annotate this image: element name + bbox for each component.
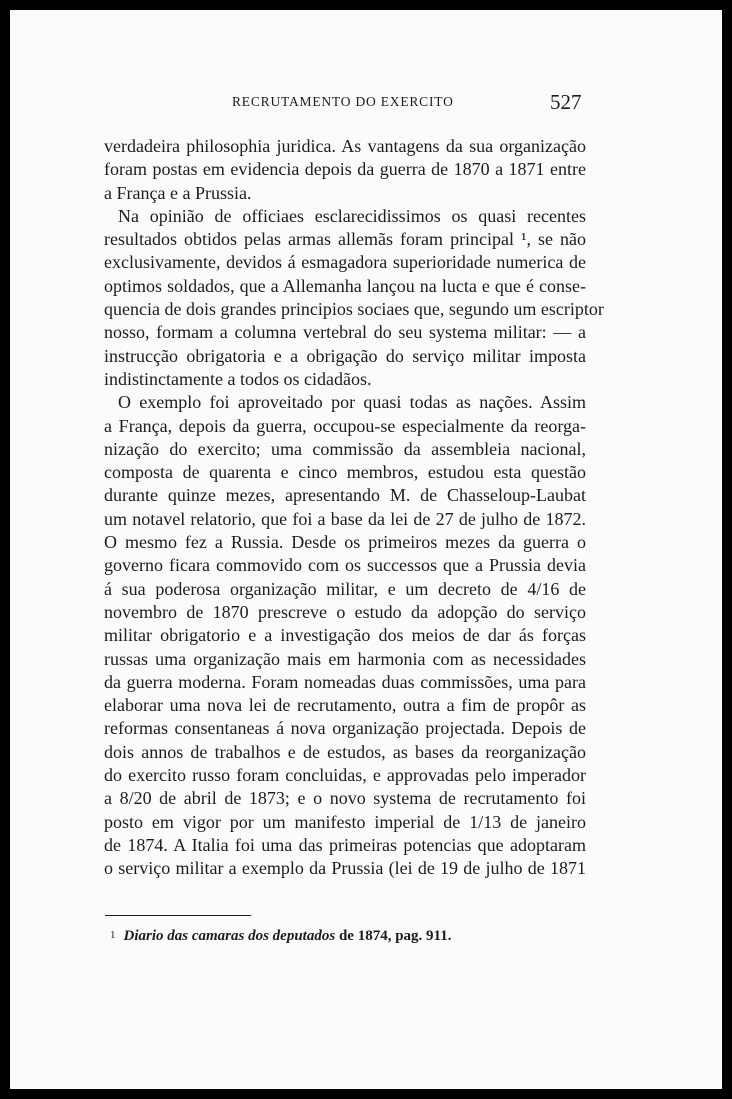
text-line: foram postas em evidencia depois da guerra de 1870 a 1871 entre [104,159,586,180]
text-line: verdadeira philosophia juridica. As vantagens da sua organização [104,136,586,156]
text-line: novembro de 1870 prescreve o estudo da adopção do serviço [104,601,586,622]
running-header [10,90,722,114]
text-line: indistinctamente a todos os cidadãos. [104,368,372,389]
text-line: elaborar uma nova lei de recrutamento, outra a fim de propôr as [104,695,586,716]
text-line: reformas consentaneas á nova organização projectada. Depois de [104,718,586,739]
text-line: militar obrigatorio e a investigação dos meios de dar ás forças [104,625,586,646]
page-number: 527 [550,90,582,114]
text-line: russas uma organização mais em harmonia com as necessidades [104,648,586,669]
text-line: a 8/20 de abril de 1873; e o novo systema de recrutamento foi [104,788,586,809]
text-line: quencia de dois grandes principios sociaes que, segundo um escriptor [104,299,604,320]
text-line: nosso, formam a columna vertebral do seu systema militar: — a [104,322,586,343]
paragraph [104,135,586,205]
running-title: RECRUTAMENTO DO EXERCITO [232,94,454,109]
text-line: exclusivamente, devidos á esmagadora superioridade numerica de [104,252,586,273]
text-line: a França, depois da guerra, occupou-se especialmente da reorga- [104,415,586,436]
text-line: resultados obtidos pelas armas allemãs foram principal ¹, se não [104,229,586,250]
text-line: O mesmo fez a Russia. Desde os primeiros mezes da guerra o [104,532,586,553]
text-line: do exercito russo foram concluidas, e approvadas pelo imperador [104,765,586,786]
footnote-reference: de 1874, pag. 911. [338,928,452,944]
paragraph [104,391,586,880]
footnote-marker: 1 [110,929,116,941]
paragraph [104,205,604,391]
text-line: dois annos de trabalhos e de estudos, as bases da reorganização [104,741,586,762]
text-line: O exemplo foi aproveitado por quasi todas as nações. Assim [118,392,586,413]
text-line: optimos soldados, que a Allemanha lançou na lucta e que é conse- [104,275,586,296]
text-line: instrucção obrigatoria e a obrigação do serviço militar imposta [104,345,586,366]
text-line: um notavel relatorio, que foi a base da lei de 27 de julho de 1872. [104,508,586,529]
text-line: de 1874. A Italia foi uma das primeiras potencias que adoptaram [104,834,586,855]
text-line: Na opinião de officiaes esclarecidissimos os quasi recentes [118,205,586,226]
text-line: durante quinze mezes, apresentando M. de Chasseloup-Laubat [104,485,586,506]
footnote [110,928,451,945]
footnote-rule [105,915,251,916]
text-line: governo ficara commovido com os successos que a Prussia devia [104,555,586,576]
footnote-work-title: Diario das camaras dos deputados [123,928,336,944]
text-line: o serviço militar a exemplo da Prussia (lei de 19 de julho de 1871 [104,858,586,879]
book-page [10,10,722,1089]
body-text [104,135,604,881]
text-line: á sua poderosa organização militar, e um decreto de 4/16 de [104,578,586,599]
text-line: a França e a Prussia. [104,182,252,203]
text-line: nização do exercito; uma commissão da assembleia nacional, [104,438,586,459]
text-line: composta de quarenta e cinco membros, estudou esta questão [104,462,586,483]
text-line: posto em vigor por um manifesto imperial de 1/13 de janeiro [104,811,586,832]
text-line: da guerra moderna. Foram nomeadas duas commissões, uma para [104,671,586,692]
